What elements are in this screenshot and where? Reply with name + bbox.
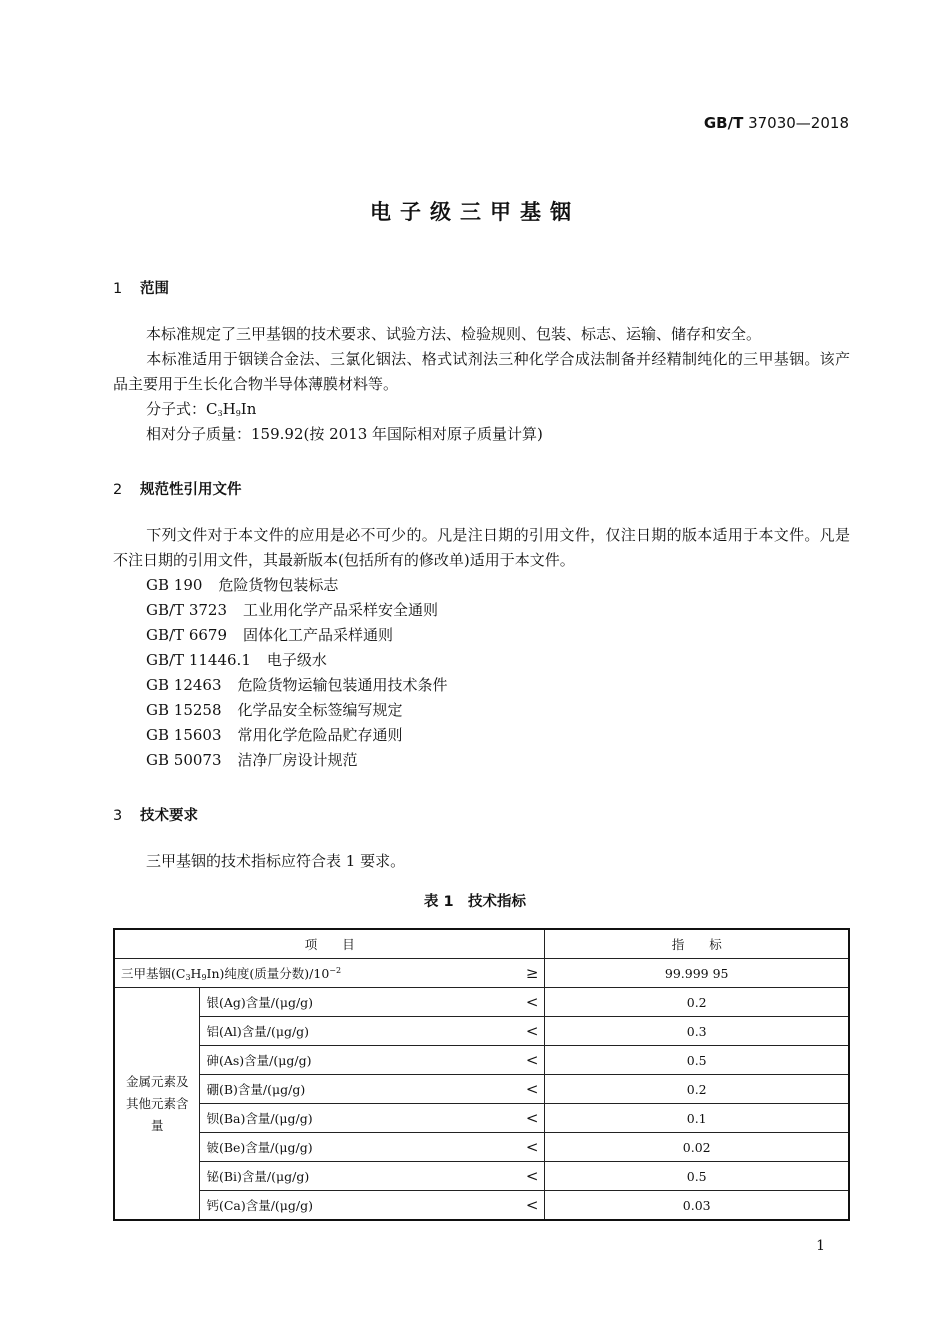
value-cell: 0.5 [545,1162,849,1191]
reference-item [146,648,327,673]
reference-title: 危险货物包装标志 [218,576,339,594]
value-cell: 0.2 [545,988,849,1017]
group-label [114,988,200,1221]
formula-in: In [240,400,257,418]
purity-sub-h: 9 [201,973,207,982]
relation-symbol: < [525,1080,539,1098]
item-cell [200,1191,545,1221]
reference-code: GB 12463 [146,676,222,694]
purity-label-c: In)纯度(质量分数)/10 [206,966,330,981]
table-caption: 表 1 技术指标 [423,894,527,910]
scope-paragraph-1 [113,322,850,347]
item-cell [200,1017,545,1046]
reference-title: 洁净厂房设计规范 [237,751,358,769]
section-title: 技术要求 [140,808,198,824]
item-label: 铋(Bi)含量/(μg/g) [206,1169,310,1184]
item-label: 硼(B)含量/(μg/g) [206,1082,306,1097]
standard-number: 37030—2018 [748,114,849,132]
table-row [114,1104,849,1133]
table-row [114,1017,849,1046]
table-row [114,959,849,988]
table-row [114,1162,849,1191]
value-cell: 0.03 [545,1191,849,1221]
section-3-heading [113,804,198,825]
item-cell [200,1046,545,1075]
section-title: 范围 [140,281,169,297]
column-header-value: 指 标 [545,929,849,959]
reference-item [146,623,393,648]
group-label-text: 金属元素及其他元素含量 [125,1073,189,1133]
scope-paragraph-2 [113,347,850,397]
reference-code: GB/T 6679 [146,626,228,644]
scope-text-2: 本标准适用于铟镁合金法、三氯化铟法、格式试剂法三种化学合成法制备并经精制纯化的三甲基铟。该产品主要用于生长化合物半导体薄膜材料等。 [113,350,850,393]
technical-index-table [113,928,850,1221]
page-number: 1 [816,1238,825,1254]
item-cell [200,1104,545,1133]
reference-title: 电子级水 [266,651,327,669]
table-row [114,988,849,1017]
reference-item [146,598,438,623]
standard-prefix: GB/T [703,114,744,132]
reference-code: GB 15258 [146,701,222,719]
formula-c-sub: 3 [217,409,223,418]
relation-symbol: < [525,993,539,1011]
reference-title: 固体化工产品采样通则 [243,626,394,644]
section-2-heading [113,478,242,499]
reference-code: GB 15603 [146,726,222,744]
value-cell: 0.1 [545,1104,849,1133]
standard-code [704,114,849,132]
formula-h-sub: 9 [235,409,241,418]
relation-symbol: < [525,1109,539,1127]
column-header-item: 项 目 [114,929,545,959]
purity-sub-c: 3 [185,973,191,982]
item-label: 砷(As)含量/(μg/g) [206,1053,312,1068]
section-title: 规范性引用文件 [140,482,242,498]
value-cell: 0.3 [545,1017,849,1046]
item-cell [200,1133,545,1162]
table-header-row [114,929,849,959]
reference-code: GB 50073 [146,751,222,769]
purity-value: 99.999 95 [545,959,849,988]
normative-intro-text: 下列文件对于本文件的应用是必不可少的。凡是注日期的引用文件，仅注日期的版本适用于本文件。凡是不注日期的引用文件，其最新版本(包括所有的修改单)适用于本文件。 [113,526,850,569]
item-cell [200,988,545,1017]
table-row [114,1046,849,1075]
reference-title: 危险货物运输包装通用技术条件 [237,676,448,694]
reference-code: GB/T 3723 [146,601,228,619]
formula-h: H [222,400,236,418]
purity-label-b: H [190,966,202,981]
reference-item [146,748,358,773]
formula-c: C [206,400,218,418]
molecular-mass: 相对分子质量：159.92(按 2013 年国际相对原子质量计算) [146,425,543,443]
reference-code: GB/T 11446.1 [146,651,251,669]
section-number: 1 [113,281,123,297]
relation-symbol: < [525,1022,539,1040]
reference-item [146,723,403,748]
table-row [114,1191,849,1221]
reference-code: GB 190 [146,576,203,594]
formula-label: 分子式： [146,400,207,418]
item-label: 银(Ag)含量/(μg/g) [206,995,314,1010]
section-number: 2 [113,482,123,498]
table-row [114,1133,849,1162]
relation-symbol: < [525,1051,539,1069]
value-cell: 0.5 [545,1046,849,1075]
item-label: 铝(Al)含量/(μg/g) [206,1024,310,1039]
item-label: 钙(Ca)含量/(μg/g) [206,1198,314,1213]
item-label: 铍(Be)含量/(μg/g) [206,1140,313,1155]
requirements-intro: 三甲基铟的技术指标应符合表 1 要求。 [146,852,406,870]
relation-symbol: ≥ [525,964,539,982]
item-label: 钡(Ba)含量/(μg/g) [206,1111,313,1126]
document-title: 电子级三甲基铟 [370,200,580,224]
scope-text-1: 本标准规定了三甲基铟的技术要求、试验方法、检验规则、包装、标志、运输、储存和安全。 [146,325,762,343]
item-cell [200,1075,545,1104]
normative-intro [113,523,850,573]
relation-symbol: < [525,1167,539,1185]
value-cell: 0.2 [545,1075,849,1104]
relation-symbol: < [525,1138,539,1156]
reference-item [146,573,338,598]
reference-title: 常用化学危险品贮存通则 [237,726,403,744]
reference-item [146,673,448,698]
purity-item [114,959,545,988]
value-cell: 0.02 [545,1133,849,1162]
purity-label-a: 三甲基铟(C [121,966,186,981]
section-number: 3 [113,808,123,824]
reference-title: 化学品安全标签编写规定 [237,701,403,719]
table-row [114,1075,849,1104]
relation-symbol: < [525,1196,539,1214]
section-1-heading [113,277,169,298]
item-cell [200,1162,545,1191]
reference-title: 工业用化学产品采样安全通则 [243,601,439,619]
reference-item [146,698,403,723]
purity-exponent: −2 [329,966,342,975]
